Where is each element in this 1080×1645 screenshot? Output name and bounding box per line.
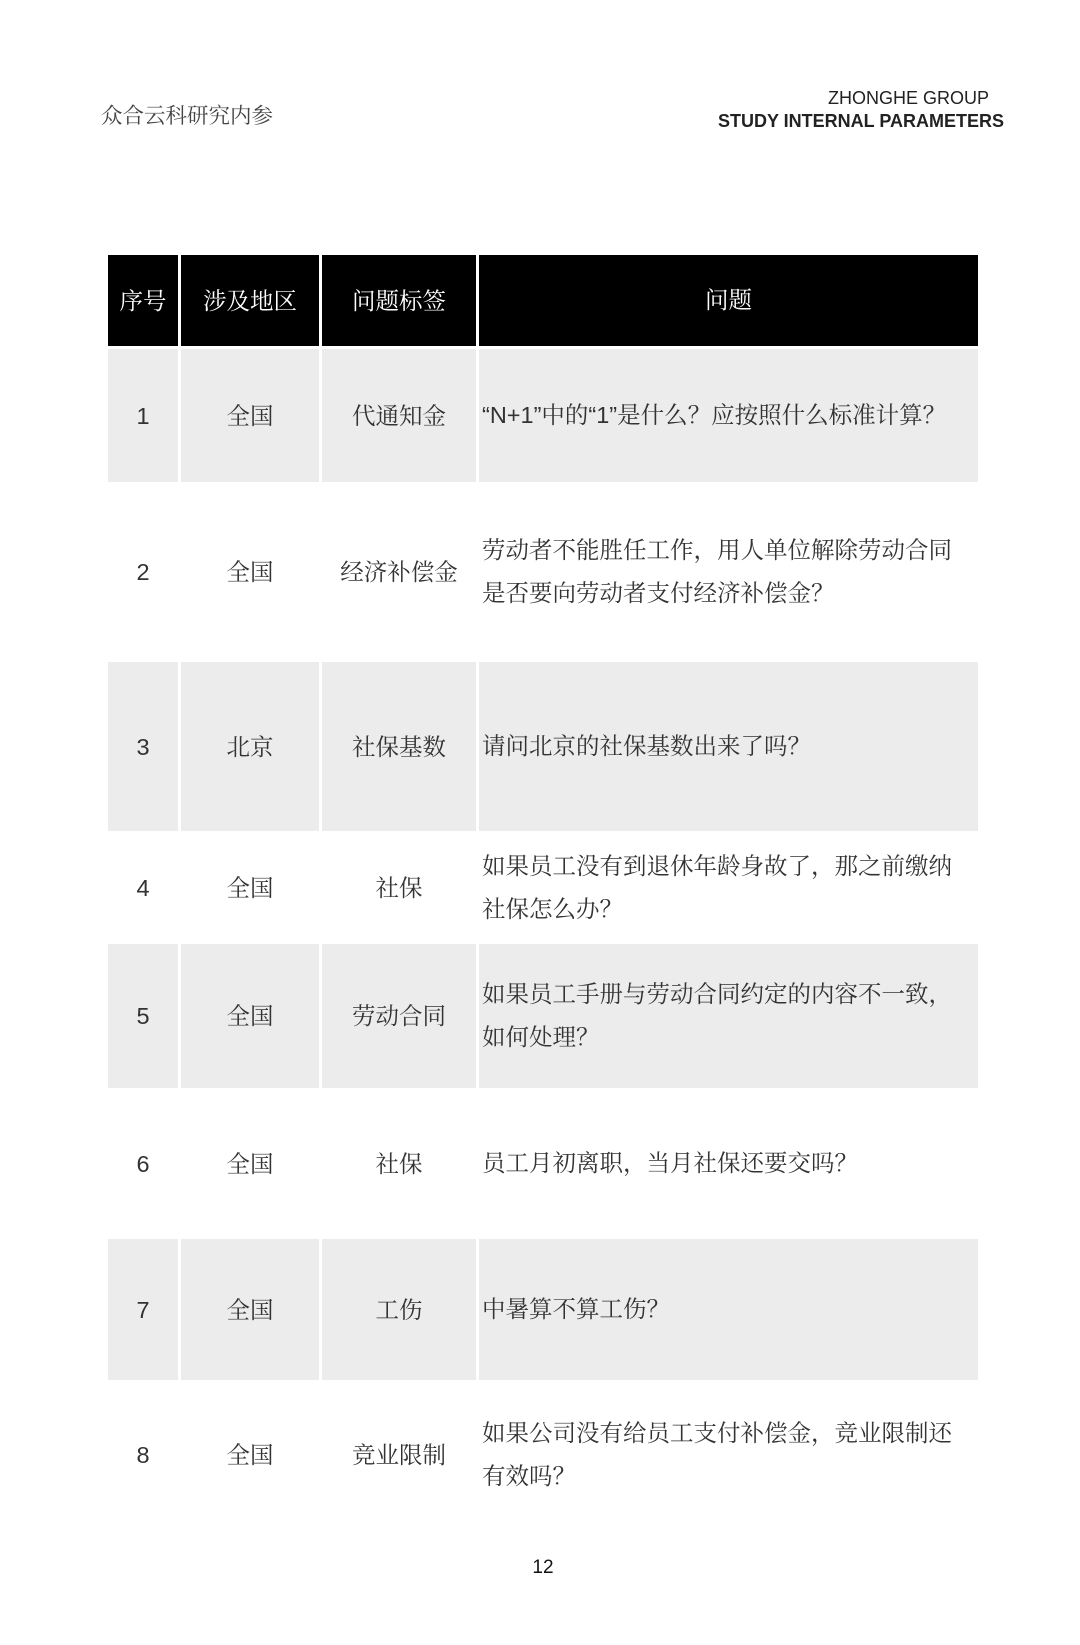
cell-region: 全国 [181,482,319,662]
cell-tag: 竞业限制 [322,1380,476,1529]
question-line: 有效吗？ [482,1462,576,1489]
question-line: “N+1”中的“1”是什么？应按照什么标准计算？ [482,402,947,428]
table-row [108,944,978,1088]
table-header-row [108,255,978,346]
cell-number: 2 [108,482,178,662]
table-row [108,1088,978,1239]
cell-tag: 代通知金 [322,349,476,482]
cell-number: 4 [108,831,178,944]
question-line: 劳动者不能胜任工作，用人单位解除劳动合同 [482,537,952,563]
question-line: 社保怎么办？ [482,895,623,922]
cell-region: 全国 [181,1088,319,1239]
table-row [108,1380,978,1529]
cell-question [479,1239,978,1380]
column-header-number: 序号 [108,255,178,346]
cell-region: 全国 [181,831,319,944]
cell-region: 全国 [181,1380,319,1529]
question-line: 如何处理？ [482,1024,600,1050]
cell-tag: 社保 [322,831,476,944]
cell-question [479,1088,978,1239]
table-row [108,349,978,482]
question-line: 请问北京的社保基数出来了吗？ [482,733,811,759]
column-header-tag: 问题标签 [322,255,476,346]
column-header-question [479,255,978,346]
cell-tag: 社保 [322,1088,476,1239]
cell-number: 6 [108,1088,178,1239]
cell-number: 1 [108,349,178,482]
cell-question [479,662,978,831]
question-line: 如果员工手册与劳动合同约定的内容不一致， [482,981,952,1007]
group-name: ZHONGHE GROUP [827,88,989,108]
cell-number: 5 [108,944,178,1088]
column-header-question-label: 问题 [705,287,752,313]
question-line: 如果公司没有给员工支付补偿金，竞业限制还 [482,1419,952,1446]
cell-number: 8 [108,1380,178,1529]
cell-question [479,1380,978,1529]
cell-question [479,349,978,482]
cell-question [479,482,978,662]
table-row [108,662,978,831]
cell-number: 3 [108,662,178,831]
cell-region: 全国 [181,1239,319,1380]
cell-tag: 社保基数 [322,662,476,831]
cell-number: 7 [108,1239,178,1380]
cell-tag: 经济补偿金 [322,482,476,662]
question-line: 是否要向劳动者支付经济补偿金？ [482,580,835,606]
page-number: 12 [532,1557,554,1578]
cell-region: 全国 [181,349,319,482]
question-line: 如果员工没有到退休年龄身故了，那之前缴纳 [482,852,952,879]
qa-table [108,255,978,1529]
table-row [108,831,978,944]
question-line: 中暑算不算工伤？ [482,1296,670,1322]
publication-title: 众合云科研究内参 [101,104,274,128]
cell-region: 北京 [181,662,319,831]
table-row [108,1239,978,1380]
cell-region: 全国 [181,944,319,1088]
question-line: 员工月初离职，当月社保还要交吗？ [482,1150,858,1176]
cell-tag: 劳动合同 [322,944,476,1088]
cell-question [479,831,978,944]
table-row [108,482,978,662]
cell-question [479,944,978,1088]
cell-tag: 工伤 [322,1239,476,1380]
group-subtitle: STUDY INTERNAL PARAMETERS [717,111,1004,131]
column-header-region: 涉及地区 [181,255,319,346]
